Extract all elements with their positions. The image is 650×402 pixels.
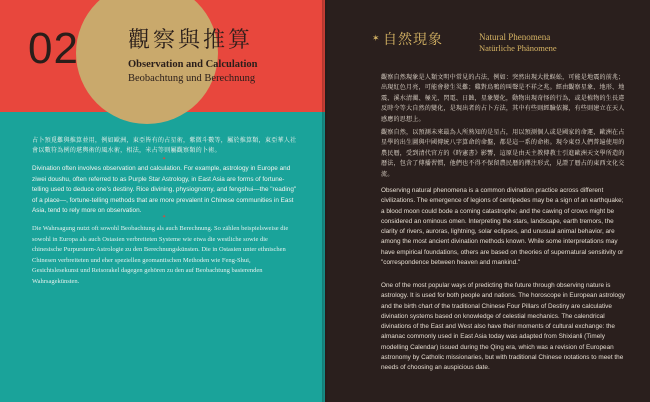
book-spine-shadow bbox=[322, 0, 328, 402]
intro-paragraph-zh: 占卜預覓難與推算並用，例如歐洲，東亞皆有的占星術，紫微斗數等，屬於推算類，東亞華人社會以數符為例的堪輿術的風水術，相法，米占等則屬觀察類的卜術。 bbox=[32, 137, 297, 155]
chapter-title-en: Observation and Calculation bbox=[128, 59, 258, 70]
chapter-title-de: Beobachtung und Berechnung bbox=[128, 73, 256, 84]
intro-paragraph-en: Divination often involves observation and calculation. For example, astrology in Europe and ziwei doushu, often referred to as Purple Star Astrology, in East Asia are forms of fortune-telling used to deduce one's destiny. Rice divining, physiognomy, and fengshui—the "reading" of a place—, fortune-telling methods that are more prevalent in Chinese communities in East Asia, tend to rely more on observation. bbox=[32, 165, 297, 215]
right-page bbox=[325, 0, 650, 402]
chapter-title-zh: 觀察與推算 bbox=[128, 28, 254, 53]
section-mark-icon: ✶ bbox=[372, 34, 380, 44]
separator-mark: ✦ bbox=[162, 214, 167, 220]
section-title-zh: 自然現象 bbox=[383, 32, 443, 48]
section-paragraph-zh-1: 觀察自然現象是人類文明中常見的占法，例如：突然出現大批蜈蚣，可能是地震的前兆；出現紅色月亮，可能會發生災難；雞對烏鴉的叫聲是不祥之兆。經由觀察星象、地形、地震、溪水清濁、極光、閃電、日蝕，星象變化，動物出現奇怪的行為，或是植物的生長違反時令等大自然的變化，是現出者的占卜方法，其中有些則經驗依據，有些則建立在天人感應的思想上。 bbox=[381, 74, 625, 123]
section-title-en: Natural Phenomena bbox=[479, 32, 551, 42]
section-paragraph-en-1: Observing natural phenomena is a common divination practice across different civilizations. The emergence of legions of centipedes may be a sign of an earthquake; a blood moon could bode a coming catastrophe; and the cawing of crows might be considered an ominous omen. Interpreting the stars, landscape, earth tremors, the clarity of rivers, auroras, lightning, solar eclipses, and unusual animal behavior, are among the most ancient divination methods known. While some interpretations may have empirical foundations, others are based on theories of supernatural sensitivity or "correspondence between heaven and mankind." bbox=[381, 187, 624, 267]
chapter-number: 02 bbox=[28, 24, 79, 73]
section-paragraph-zh-2: 觀察自然，以預測未來最為人所熟知的是星占，用以預測個人或是國家的命運，歐洲在占星學的出生圖與中國傳統八字算命的命盤，都是這一系的命術。現今東亞人們普遍使用的農民曆，受到清代官方的《時憲書》影響，這原是由天主教傳教士引進歐洲天文學所造的曆法，包含了傳播習慣，他們也不得不保留農民曆的擇注形式，見證了曆占的東西文化交流。 bbox=[381, 129, 625, 178]
section-title-de: Natürliche Phänomene bbox=[479, 43, 557, 53]
separator-mark: ✦ bbox=[162, 156, 167, 162]
section-paragraph-en-2: One of the most popular ways of predicting the future through observing nature is astrology. It is used for both people and nations. The horoscope in European astrology and the birth chart of the traditional Chinese Four Pillars of Destiny are calculative divination systems based on knowledge of celestial mechanics. The calendrical divinations of the East and West also have their moments of cultural exchange: the almanac commonly used in East Asia today was adapted from Shixianli (Timely modelling Calendar) issued during the Qing era, which was a revision of European astronomy by Catholic missionaries, but with traditional Chinese notations to meet the needs of choosing an auspicious date. bbox=[381, 282, 625, 372]
intro-paragraph-de: Die Wahrsagung nutzt oft sowohl Beobachtung als auch Berechnung. So zählen beispielsweise die sowohl in Europa als auch Ostasien verbreiteten Systeme wie etwa die westliche sowie die chinesische Purpurstern-Astrologie zu den Berechnungskünsten. Die in Ostasien unter ethnischen Chinesen verbreiteten und eher speziellen geomantischen Methoden wie Feng-Shui, Gesichtslesekunst und Reisorakel dagegen gehören zu den auf Beobachtung basierenden Wahrsagekünsten. bbox=[32, 225, 289, 285]
